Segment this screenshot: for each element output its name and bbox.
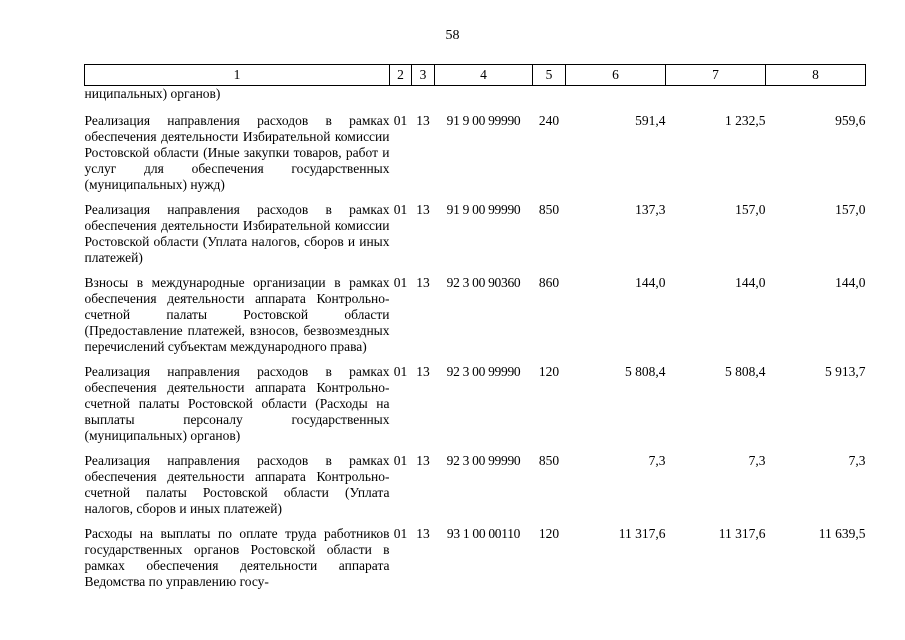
row-expense-type: 850 — [538, 202, 560, 217]
row-amount-year1: 591,4 — [635, 113, 666, 128]
table-row — [85, 113, 866, 202]
row-expense-type: 850 — [538, 453, 560, 468]
row-subsection: 13 — [416, 364, 430, 379]
row-description: Реализация направления расходов в рамках обеспечения деятельности Избирательной комиссии Ростовской области (Иные закупки товаров, работ и услуг для обеспечения государственных (муниципальных) нужд) — [84, 113, 390, 192]
row-target-article: 92 3 00 99990 — [446, 453, 521, 468]
row-subsection: 13 — [416, 202, 430, 217]
row-section: 01 — [393, 453, 408, 468]
row-subsection: 13 — [416, 275, 430, 290]
table-row — [85, 202, 866, 275]
budget-table — [84, 64, 866, 599]
table-row — [85, 275, 866, 364]
row-description: Реализация направления расходов в рамках обеспечения деятельности аппарата Контрольно-счетной палаты Ростовской области (Уплата налогов, сборов и иных платежей) — [84, 453, 390, 516]
row-expense-type: 240 — [538, 113, 560, 128]
table-row — [85, 453, 866, 526]
row-description: Реализация направления расходов в рамках обеспечения деятельности аппарата Контрольно-счетной палаты Ростовской области (Расходы на выплаты персоналу государственных (муниципальных) органов) — [84, 364, 390, 443]
row-target-article: 92 3 00 99990 — [446, 364, 521, 379]
page-number: 58 — [445, 28, 460, 43]
row-amount-year3: 157,0 — [835, 202, 866, 217]
continuation-text: ниципальных) органов) — [84, 86, 221, 101]
header-cell-8: 8 — [766, 65, 866, 86]
header-cell-2: 2 — [390, 65, 412, 86]
row-amount-year2: 11 317,6 — [718, 526, 766, 541]
header-row — [85, 65, 866, 86]
row-section: 01 — [393, 364, 408, 379]
row-amount-year1: 137,3 — [635, 202, 666, 217]
row-description: Реализация направления расходов в рамках обеспечения деятельности Избирательной комиссии Ростовской области (Уплата налогов, сборов и иных платежей) — [84, 202, 390, 265]
row-amount-year3: 11 639,5 — [818, 526, 866, 541]
row-section: 01 — [393, 202, 408, 217]
row-subsection: 13 — [416, 113, 430, 128]
row-amount-year2: 157,0 — [735, 202, 766, 217]
row-subsection: 13 — [416, 526, 430, 541]
table-row — [85, 364, 866, 453]
table-row — [85, 526, 866, 599]
row-expense-type: 120 — [538, 364, 560, 379]
row-amount-year3: 959,6 — [835, 113, 866, 128]
row-target-article: 91 9 00 99990 — [446, 113, 521, 128]
header-cell-7: 7 — [666, 65, 766, 86]
header-cell-1: 1 — [85, 65, 390, 86]
header-cell-5: 5 — [533, 65, 566, 86]
row-subsection: 13 — [416, 453, 430, 468]
row-description: Расходы на выплаты по оплате труда работников государственных органов Ростовской области в рамках обеспечения деятельности аппарата Ведомства по управлению госу- — [84, 526, 390, 589]
continuation-row — [85, 86, 866, 114]
row-description: Взносы в международные организации в рамках обеспечения деятельности аппарата Контрольно-счетной палаты Ростовской области (Предоставление платежей, взносов, безвозмездных перечислений субъектам международного права) — [84, 275, 390, 354]
row-amount-year2: 1 232,5 — [725, 113, 766, 128]
row-section: 01 — [393, 113, 408, 128]
row-amount-year2: 5 808,4 — [725, 364, 766, 379]
row-amount-year3: 5 913,7 — [825, 364, 866, 379]
header-cell-3: 3 — [412, 65, 435, 86]
row-expense-type: 860 — [538, 275, 560, 290]
row-target-article: 92 3 00 90360 — [446, 275, 521, 290]
row-target-article: 93 1 00 00110 — [446, 526, 521, 541]
row-target-article: 91 9 00 99990 — [446, 202, 521, 217]
row-section: 01 — [393, 275, 408, 290]
row-amount-year1: 144,0 — [635, 275, 666, 290]
header-cell-4: 4 — [435, 65, 533, 86]
row-amount-year1: 7,3 — [648, 453, 666, 468]
row-amount-year2: 144,0 — [735, 275, 766, 290]
row-section: 01 — [393, 526, 408, 541]
row-expense-type: 120 — [538, 526, 560, 541]
row-amount-year1: 11 317,6 — [618, 526, 666, 541]
row-amount-year1: 5 808,4 — [625, 364, 666, 379]
row-amount-year3: 144,0 — [835, 275, 866, 290]
row-amount-year2: 7,3 — [748, 453, 766, 468]
row-amount-year3: 7,3 — [848, 453, 866, 468]
header-cell-6: 6 — [566, 65, 666, 86]
